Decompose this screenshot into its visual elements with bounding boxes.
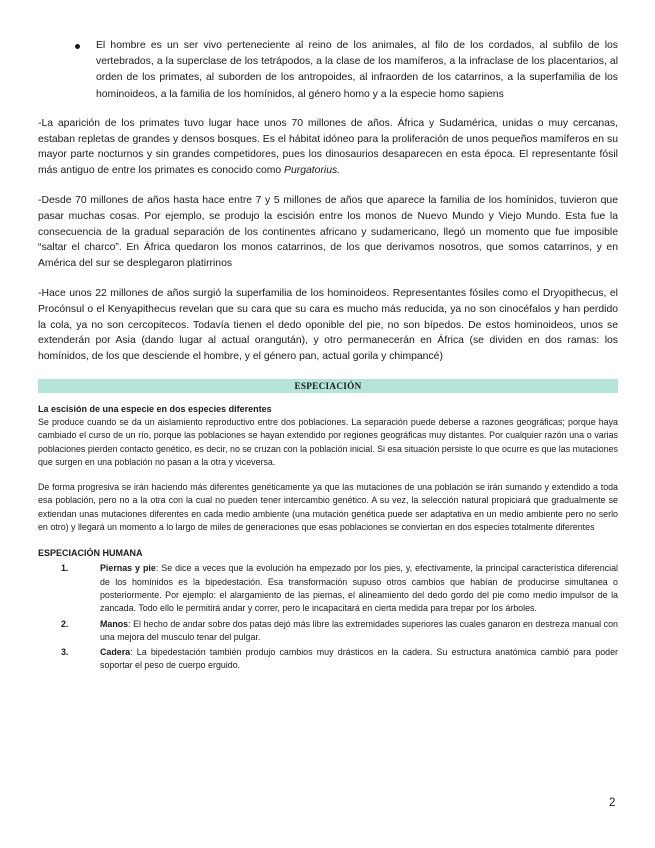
list-item <box>38 646 618 673</box>
speciation-paragraph-1: Se produce cuando se da un aislamiento reproductivo entre dos poblaciones. La separación puede deberse a razones geográficas; porque haya cambiado el curso de un río, porque las poblaciones se hayan extendido por regiones geográficas muy distantes. Por cualquier razón una o varias poblaciones pierden contacto genético, es decir, no se cruzan con la población inicial. Si esa situación persiste lo que ocurre es que las mutaciones que surgen en una población no pasan a la otra y viceversa. <box>38 416 618 467</box>
human-speciation-title: ESPECIACIÓN HUMANA <box>38 548 143 559</box>
primates-paragraph-text: -La aparición de los primates tuvo lugar hace unos 70 millones de años. África y Sudamérica, unidas o muy cercanas, estaban repletas de grandes y densos bosques. Es el hábitat idóneo para la proliferación de unos pequeños mamíferos en su mayor parte nocturnos y sin grandes competidores, pues los dinosaurios desaparecen en esta época. El representante fósil más antiguo de entre los primates es conocido como <box>38 117 618 177</box>
list-item-number: 1. <box>61 563 69 574</box>
list-item-term: Cadera <box>100 647 131 658</box>
human-speciation-list <box>38 562 618 672</box>
list-item <box>38 562 618 615</box>
list-item-text: : La bipedestación también produjo cambios muy drásticos en la cadera. Su estructura anatómica cambió para poder soportar el peso de cuerpo erguido. <box>100 647 618 671</box>
list-item-term: Manos <box>100 618 129 629</box>
speciation-section-header: ESPECIACIÓN <box>38 379 618 393</box>
list-item-text: : Se dice a veces que la evolución ha empezado por los pies, y, efectivamente, la principal característica diferencial de los homínidos es la bipedestación. Esa transformación supuso otros cambios que habían de producirse simultanea o posteriormente. Por ejemplo: el alargamiento de las piernas, el alineamiento del dedo gordo del pie como medio impulsor de la zancada. Todo ello le permitirá andar y correr, pero le incapacitará en cierta medida para trepar por los árboles. <box>100 563 618 614</box>
purgatorius-term: Purgatorius. <box>284 165 341 177</box>
speciation-paragraph-2: De forma progresiva se irán haciendo más diferentes genéticamente ya que las mutaciones de una población se irán sumando y extendido a toda esa población, pero no a la otra con la cual no pueden tener intercambio genético. A su vez, la selección natural propiciará que gradualmente se extiendan unas mutaciones diferentes en cada medio ambiente (una mutación genética puede ser adaptativa en un medio ambiente pero no serlo en otro) y llegará un momento a lo largo de miles de generaciones que esas poblaciones se conviertan en dos especies totalmente diferentes <box>38 482 618 533</box>
list-item-term: Piernas y pie <box>100 563 156 574</box>
speciation-subtitle: La escisión de una especie en dos especies diferentes <box>38 403 272 414</box>
hominoids-paragraph: -Hace unos 22 millones de años surgió la superfamilia de los hominoideos. Representantes fósiles como el Dryopithecus, el Procónsul o el Kenyapithecus revelan que su cara que su cara es mucho más reducida, ya no son cinocéfalos y han perdido la cola, ya no son cercopitecos. Todavía tienen el dedo oponible del pie, no son bípedos. De estos hominoideos, unos se extenderán por Asia (dando lugar al actual orangután), y otro permanecerán en África (se dividen en dos ramas: los homínidos, de los que desciende el hombre, y el género pan, actual gorila y chimpancé) <box>38 287 618 363</box>
taxonomy-bullet-text: El hombre es un ser vivo perteneciente al reino de los animales, al filo de los cordados, al subfilo de los vertebrados, a la superclase de los tetrápodos, a la clase de los mamíferos, a la infraclase de los placentarios, al orden de los primates, al suborden de los antropoides, al infraorden de los catarrinos, a la superfamilia de los hominoideos, a la familia de los homínidos, al género homo y a la especie homo sapiens <box>96 40 618 100</box>
list-item-text: : El hecho de andar sobre dos patas dejó más libre las extremidades superiores las cuales ganaron en destreza manual con una mejora del musculo tenar del pulgar. <box>100 618 618 642</box>
list-item-number: 2. <box>61 618 69 629</box>
taxonomy-bullet <box>38 38 618 103</box>
hominids-paragraph: -Desde 70 millones de años hasta hace entre 7 y 5 millones de años que aparece la familia de los homínidos, tuvieron que pasar muchas cosas. Por ejemplo, se produjo la escisión entre los monos de Nuevo Mundo y Viejo Mundo. Esta fue la consecuencia de la gradual separación de los continentes africano y sudamericano, llegó un momento que fue imposible “saltar el charco”. En África quedaron los monos catarrinos, de los que derivamos nosotros, que somos catarrinos, y en América del sur se desplegaron platirrinos <box>38 195 618 270</box>
list-item <box>38 618 618 645</box>
document-page <box>38 38 618 675</box>
bullet-dot-icon <box>75 44 80 49</box>
list-item-number: 3. <box>61 647 69 658</box>
page-number: 2 <box>609 797 616 809</box>
primates-paragraph <box>38 116 618 179</box>
